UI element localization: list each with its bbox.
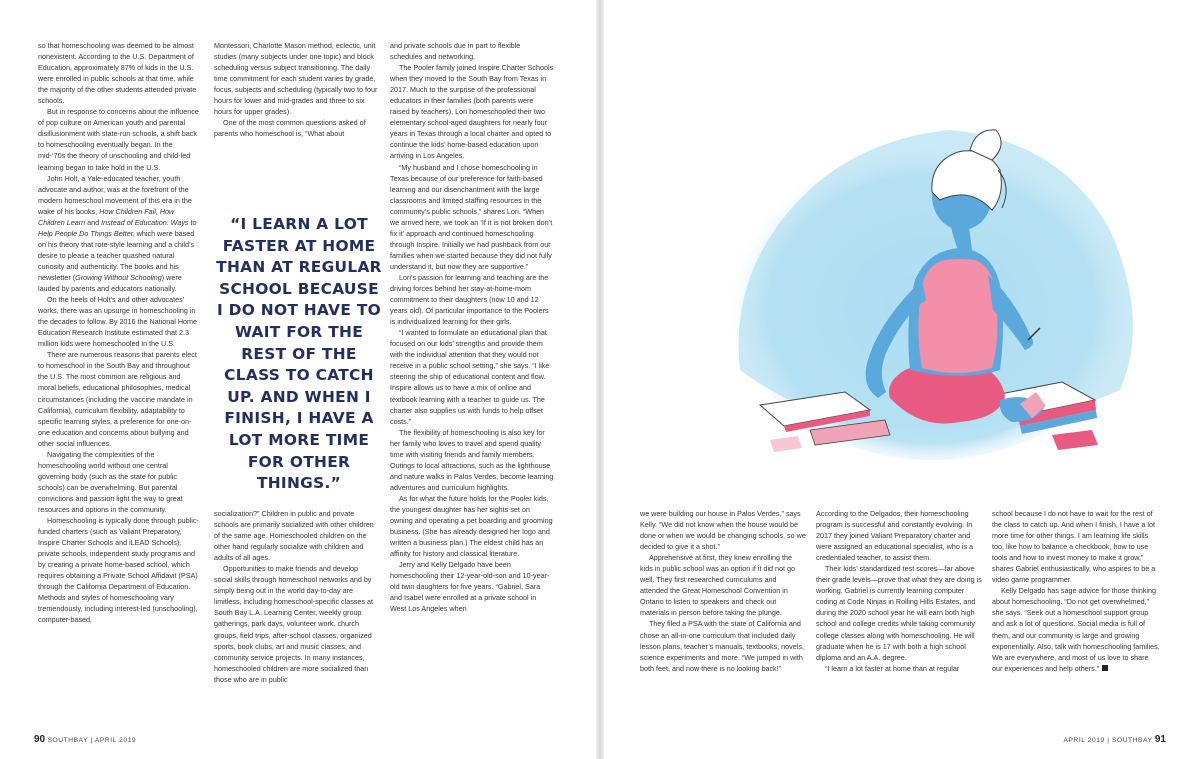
folio-label: SOUTHBAY | APRIL 2019 [47,737,137,744]
paragraph: The Pooler family joined Inspire Charter Schools when they moved to the South Bay from Texas in 2017. Much to the surprise of the professional educators in their families (both parents were raised by teachers), Lori homeschooled their two elementary school-aged daughters for nearly four years in Texas through a local charter and opted to continue the kids’ home-based education upon arriving in Los Angeles. [390,63,554,161]
paragraph: Navigating the complexities of the homeschooling world without one central governing body (such as the state for public schools) can be overwhelming. But parental convictions and passion light the way to great resources and options in the community. [38,449,183,514]
text-column-5 [816,508,982,712]
text-column-2-bottom [214,508,378,712]
girl-reading-illustration [700,100,1150,480]
newsletter-title: Growing Without Schooling [75,272,162,282]
paragraph: The flexibility of homeschooling is also key for her family who loves to travel and spend quality time with visiting friends and family members. Outings to local attractions, such as the lighthouse and nature walks in Palos Verdes, become learning adventures and curriculum highlights. [390,427,554,492]
paragraph: socialization?” Children in public and private schools are primarily socialized with other children of the same age. Homeschooled children on the other hand regularly socialize with children and adults of all ages. [214,509,374,563]
paragraph: “I wanted to formulate an educational plan that focused on our kids’ strengths and provide them with the individual attention that they would not receive in a public school setting,” she says. “I like steering the ship of educational content and flow. Inspire allows us to have a mix of online and textbook learning with a teacher to guide us. The charter also supplies us with funds to help offset costs.” [390,328,550,426]
paragraph: Montessori, Charlotte Mason method, eclectic, unit studies (many subjects under one topic) and block scheduling versus subject transitioning. The daily time commitment for each student varies by grade, focus, subjects and scheduling (typically two to four hours for lower and mid-grades and three to six hours for upper grades). [214,41,378,117]
folio-right [1063,734,1166,745]
paragraph [992,585,1160,673]
paragraph: school because I do not have to wait for the rest of the class to catch up. And when I finish, I have a lot more time for other things. I am learning life skills too, like how to balance a checkbook, how to use tools and how to invest money to make it grow,” shares Gabriel enthusiastically, who aspires to be a video game programmer. [992,509,1156,585]
book-title: How Children Fail, How Children Learn [38,206,175,227]
text-column-1 [38,40,200,712]
paragraph: Apprehensive at first, they knew enrolling the kids in public school was an option if it did not go well. They first researched curriculums and attended the Great Homeschool Convention in Ontario to listen to speakers and check out materials in person before taking the plunge. [640,553,796,618]
end-mark-icon [1102,665,1108,671]
paragraph: so that homeschooling was deemed to be almost nonexistent. According to the U.S. Department of Education, approximately 87% of kids in the U.S. were enrolled in public schools at that time, while the majority of the other students attended private schools. [38,41,197,106]
text-column-2-top [214,40,378,182]
text-run: ) were lauded by parents and educators nationally. [38,272,182,294]
pull-quote: “I LEARN A LOT FASTER AT HOME THAN AT REGULAR SCHOOL BECAUSE I DO NOT HAVE TO WAIT FOR THE REST OF THE CLASS TO CATCH UP. AND WHEN I FINISH, I HAVE A LOT MORE TIME FOR OTHER THINGS.” [216,215,382,493]
paragraph: As for what the future holds for the Pooler kids, the youngest daughter has her sights set on owning and operating a pet boarding and grooming business. (She has already designed her logo and written a business plan.) The eldest child has an affinity for history and classical literature. [390,493,553,559]
paragraph: Jerry and Kelly Delgado have been homeschooling their 12-year-old-son and 10-year-old twin daughters for five years. “Gabriel, Sara and Isabel were enrolled at a private school in West Los Angeles when [390,560,550,614]
paragraph: On the heels of Holt’s and other advocates’ works, there was an upsurge in homeschooling in the decades to follow. By 2016 the National Home Education Research Institute estimated that 2.3 million kids were homeschooled in the U.S. [38,295,198,349]
paragraph [38,173,200,295]
paragraph: Their kids’ standardized test scores—far above their grade levels—prove that what they are doing is working. Gabriel is currently learning computer coding at Code Ninjas in Rolling Hills Estates, and during the 2020 school year he will earn both high school and college credits while taking community college classes along with homeschooling. He will graduate when he is 17 with both a high school diploma and an A.A. degree. [816,564,982,662]
paragraph: There are numerous reasons that parents elect to homeschool in the South Bay and throughout the U.S. The most common are religious and moral beliefs, educational philosophies, medical circumstances (including the vaccine mandate in California), curriculum flexibility, adaptability to specific learning styles, a preference for one-on-one education and concerns about bullying and other social influences. [38,350,197,448]
book-title: Instead of Education: Ways to Help People Do Things Better, [38,217,197,238]
paragraph: According to the Delgados, their homeschooling program is successful and constantly evolving. In 2017 they joined Valiant Preparatory charter and were assigned an educational specialist, who is a credentialed teacher, to assist them. [816,509,974,563]
page-gutter [596,0,604,759]
paragraph: “I learn a lot faster at home than at regular [825,663,960,673]
folio-left [34,734,136,745]
page-number: 90 [34,734,46,745]
paragraph: But in response to concerns about the influence of pop culture on American youth and parental disillusionment with state-run schools, a shift back to homeschooling eventually began. In the mid-’70s the theory of unschooling and child-led learning began to take hold in the U.S. [38,107,199,172]
paragraph: Homeschooling is typically done through public-funded charters (such as Valiant Preparatory, Inspire Charter Schools and iLEAD Schools), private schools, independent study programs and by creating a private home-based school, which requires obtaining a Private School Affidavit (PSA) through the California Department of Education. Methods and styles of homeschooling vary tremendously, including interest-led (unschooling), computer-based, [38,516,199,625]
text-column-4 [640,508,806,712]
text-run: which were based on his theory that rote-style learning and a child’s desire to please a teacher quashed natural curiosity and authenticity. The books and his newsletter ( [38,228,195,282]
text-run: John Holt, a Yale-educated teacher, youth advocate and author, was at the forefront of the modern homeschool movement of this era in the wake of his books, [38,173,192,216]
paragraph: They filed a PSA with the state of California and chose an all-in-one curriculum that included daily lesson plans, teacher’s manuals, textbooks, novels, science experiments and more. “We jumped in with both feet, and now there is no looking back!” [640,619,804,673]
paragraph: One of the most common questions asked of parents who homeschool is, “What about [214,118,366,139]
folio-label: APRIL 2019 | SOUTHBAY [1063,737,1153,744]
paragraph: Lori’s passion for learning and teaching are the driving forces behind her stay-at-home-mom commitment to their daughters (now 10 and 12 years old). Of particular importance to the Poolers is individualized learning for their girls. [390,272,549,327]
page-number: 91 [1154,734,1166,745]
text-column-3 [390,40,554,712]
text-column-6 [992,508,1160,712]
paragraph: and private schools due in part to flexible schedules and networking. [390,41,521,62]
paragraph: “My husband and I chose homeschooling in Texas because of our preference for faith-based learning and our disenchantment with the large classrooms and limited staffing resources in the community’s public schools,” shares Lori. “When we arrived here, we took an ‘If it is not broken don’t fix it’ approach and continued homeschooling through Inspire. Initially we had pushback from our families when we started because they did not fully understand it, but now they are supportive.” [390,162,553,271]
paragraph: Opportunities to make friends and develop social skills through homeschool networks and by simply being out in the world day-to-day are limitless, including homeschool-specific classes at South Bay L.A. Learning Center, weekly group gatherings, park days, volunteer work, church groups, field trips, after-school classes, organized sports, book clubs, art and music classes, and community service projects. In many instances, homeschooled children are more socialized than those who are in public [214,564,373,684]
text-run: Kelly Delgado has sage advice for those thinking about homeschooling. “Do not get overwhelmed,” she says. “Seek out a homeschool support group and ask a lot of questions. Social media is full of them, and our community is large and growing exponentially. Also, talk with homeschooling families. We are everywhere, and most of us love to share our experiences and help others.” [992,586,1160,673]
text-run: and [85,217,102,227]
paragraph: we were building our house in Palos Verdes,” says Kelly. “We did not know when the house would be done or when we would be changing schools, so we decided to give it a shot.” [640,509,806,552]
